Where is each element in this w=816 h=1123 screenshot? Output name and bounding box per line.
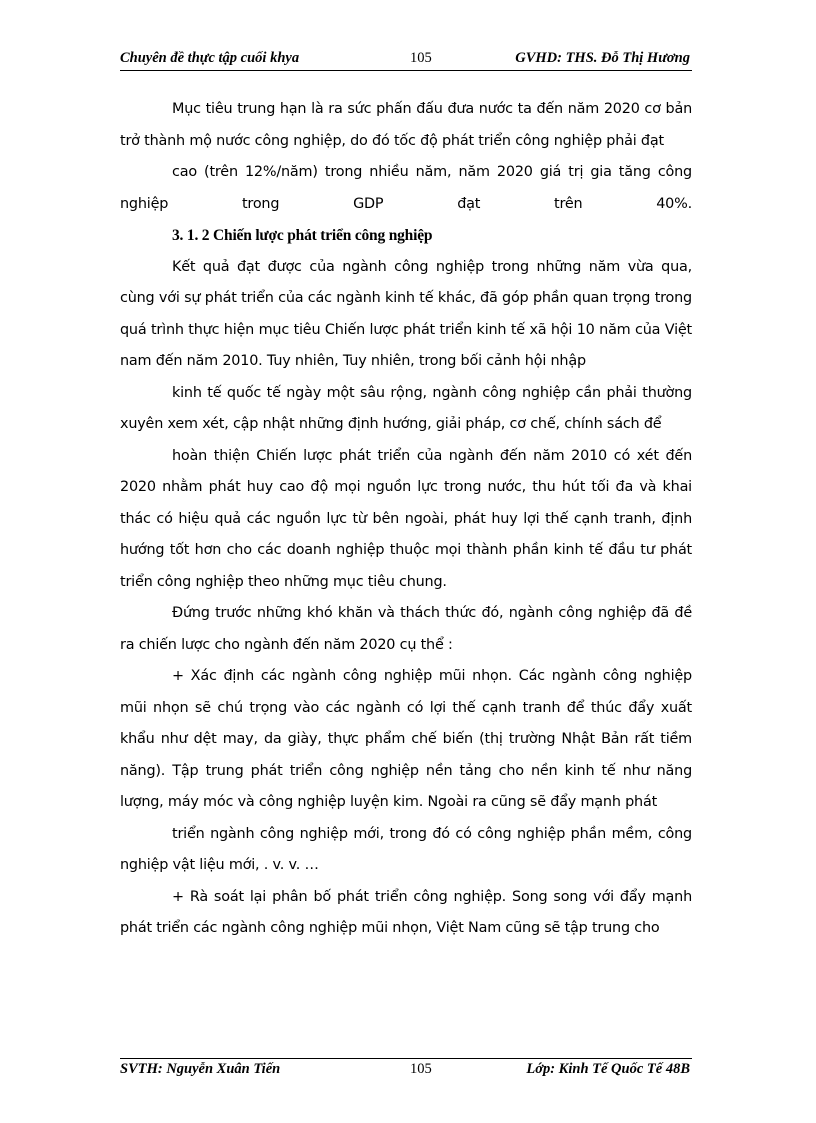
footer-class: Lớp: Kinh Tế Quốc Tế 48B — [526, 1061, 690, 1077]
section-heading: 3. 1. 2 Chiến lược phát triển công nghiệp — [172, 227, 433, 244]
header-page-number: 105 — [410, 50, 432, 66]
paragraph-8: triển ngành công nghiệp mới, trong đó có công nghiệp phần mềm, công nghiệp vật liệu mới, . v. v. … — [120, 825, 692, 873]
footer-page-number: 105 — [410, 1061, 432, 1077]
paragraph-3: Kết quả đạt được của ngành công nghiệp trong những năm vừa qua, cùng với sự phát triển của các ngành kinh tế khác, đã góp phần quan trọng trong quá trình thực hiện mục tiêu Chiến lược phát triển kinh tế xã hội 10 năm của Việt nam đến năm 2010. Tuy nhiên, Tuy nhiên, trong bối cảnh hội nhập — [120, 258, 692, 369]
paragraph-6: Đứng trước những khó khăn và thách thức đó, ngành công nghiệp đã đề ra chiến lược cho ngành đến năm 2020 cụ thể : — [120, 605, 692, 653]
paragraph-9: + Rà soát lại phân bố phát triển công nghiệp. Song song với đẩy mạnh phát triển các ngành công nghiệp mũi nhọn, Việt Nam cũng sẽ tập trung cho — [120, 888, 692, 936]
page-header — [120, 48, 692, 71]
paragraph-7: + Xác định các ngành công nghiệp mũi nhọn. Các ngành công nghiệp mũi nhọn sẽ chú trọng vào các ngành có lợi thế cạnh tranh để thúc đẩy xuất khẩu như dệt may, da giày, thực phẩm chế biến (thị trường Nhật Bản rất tiềm năng). Tập trung phát triển công nghiệp nền tảng cho nền kinh tế như năng lượng, máy móc và công nghiệp luyện kim. Ngoài ra cũng sẽ đẩy mạnh phát — [120, 668, 692, 810]
paragraph-2: cao (trên 12%/năm) trong nhiều năm, năm 2020 giá trị gia tăng công nghiệp trong GDP đạt trên 40%. — [120, 164, 692, 212]
paragraph-5: hoàn thiện Chiến lược phát triển của ngành đến năm 2010 có xét đến 2020 nhằm phát huy cao độ mọi nguồn lực trong nước, thu hút tối đa và khai thác có hiệu quả các nguồn lực từ bên ngoài, phát huy lợi thế cạnh tranh, định hướng tốt hơn cho các doanh nghiệp thuộc mọi thành phần kinh tế đầu tư phát triển công nghiệp theo những mục tiêu chung. — [120, 447, 692, 590]
paragraph-4: kinh tế quốc tế ngày một sâu rộng, ngành công nghiệp cần phải thường xuyên xem xét, cập nhật những định hướng, giải pháp, cơ chế, chính sách để — [120, 384, 692, 432]
paragraph-1: Mục tiêu trung hạn là ra sức phấn đấu đưa nước ta đến năm 2020 cơ bản trở thành mộ nước công nghiệp, do đó tốc độ phát triển công nghiệp phải đạt — [120, 101, 692, 149]
header-title: Chuyên đề thực tập cuối khya — [120, 50, 300, 66]
footer-student: SVTH: Nguyễn Xuân Tiến — [120, 1061, 281, 1077]
page-footer — [120, 1058, 692, 1081]
header-supervisor: GVHD: THS. Đỗ Thị Hương — [515, 50, 690, 66]
document-body — [120, 94, 692, 945]
